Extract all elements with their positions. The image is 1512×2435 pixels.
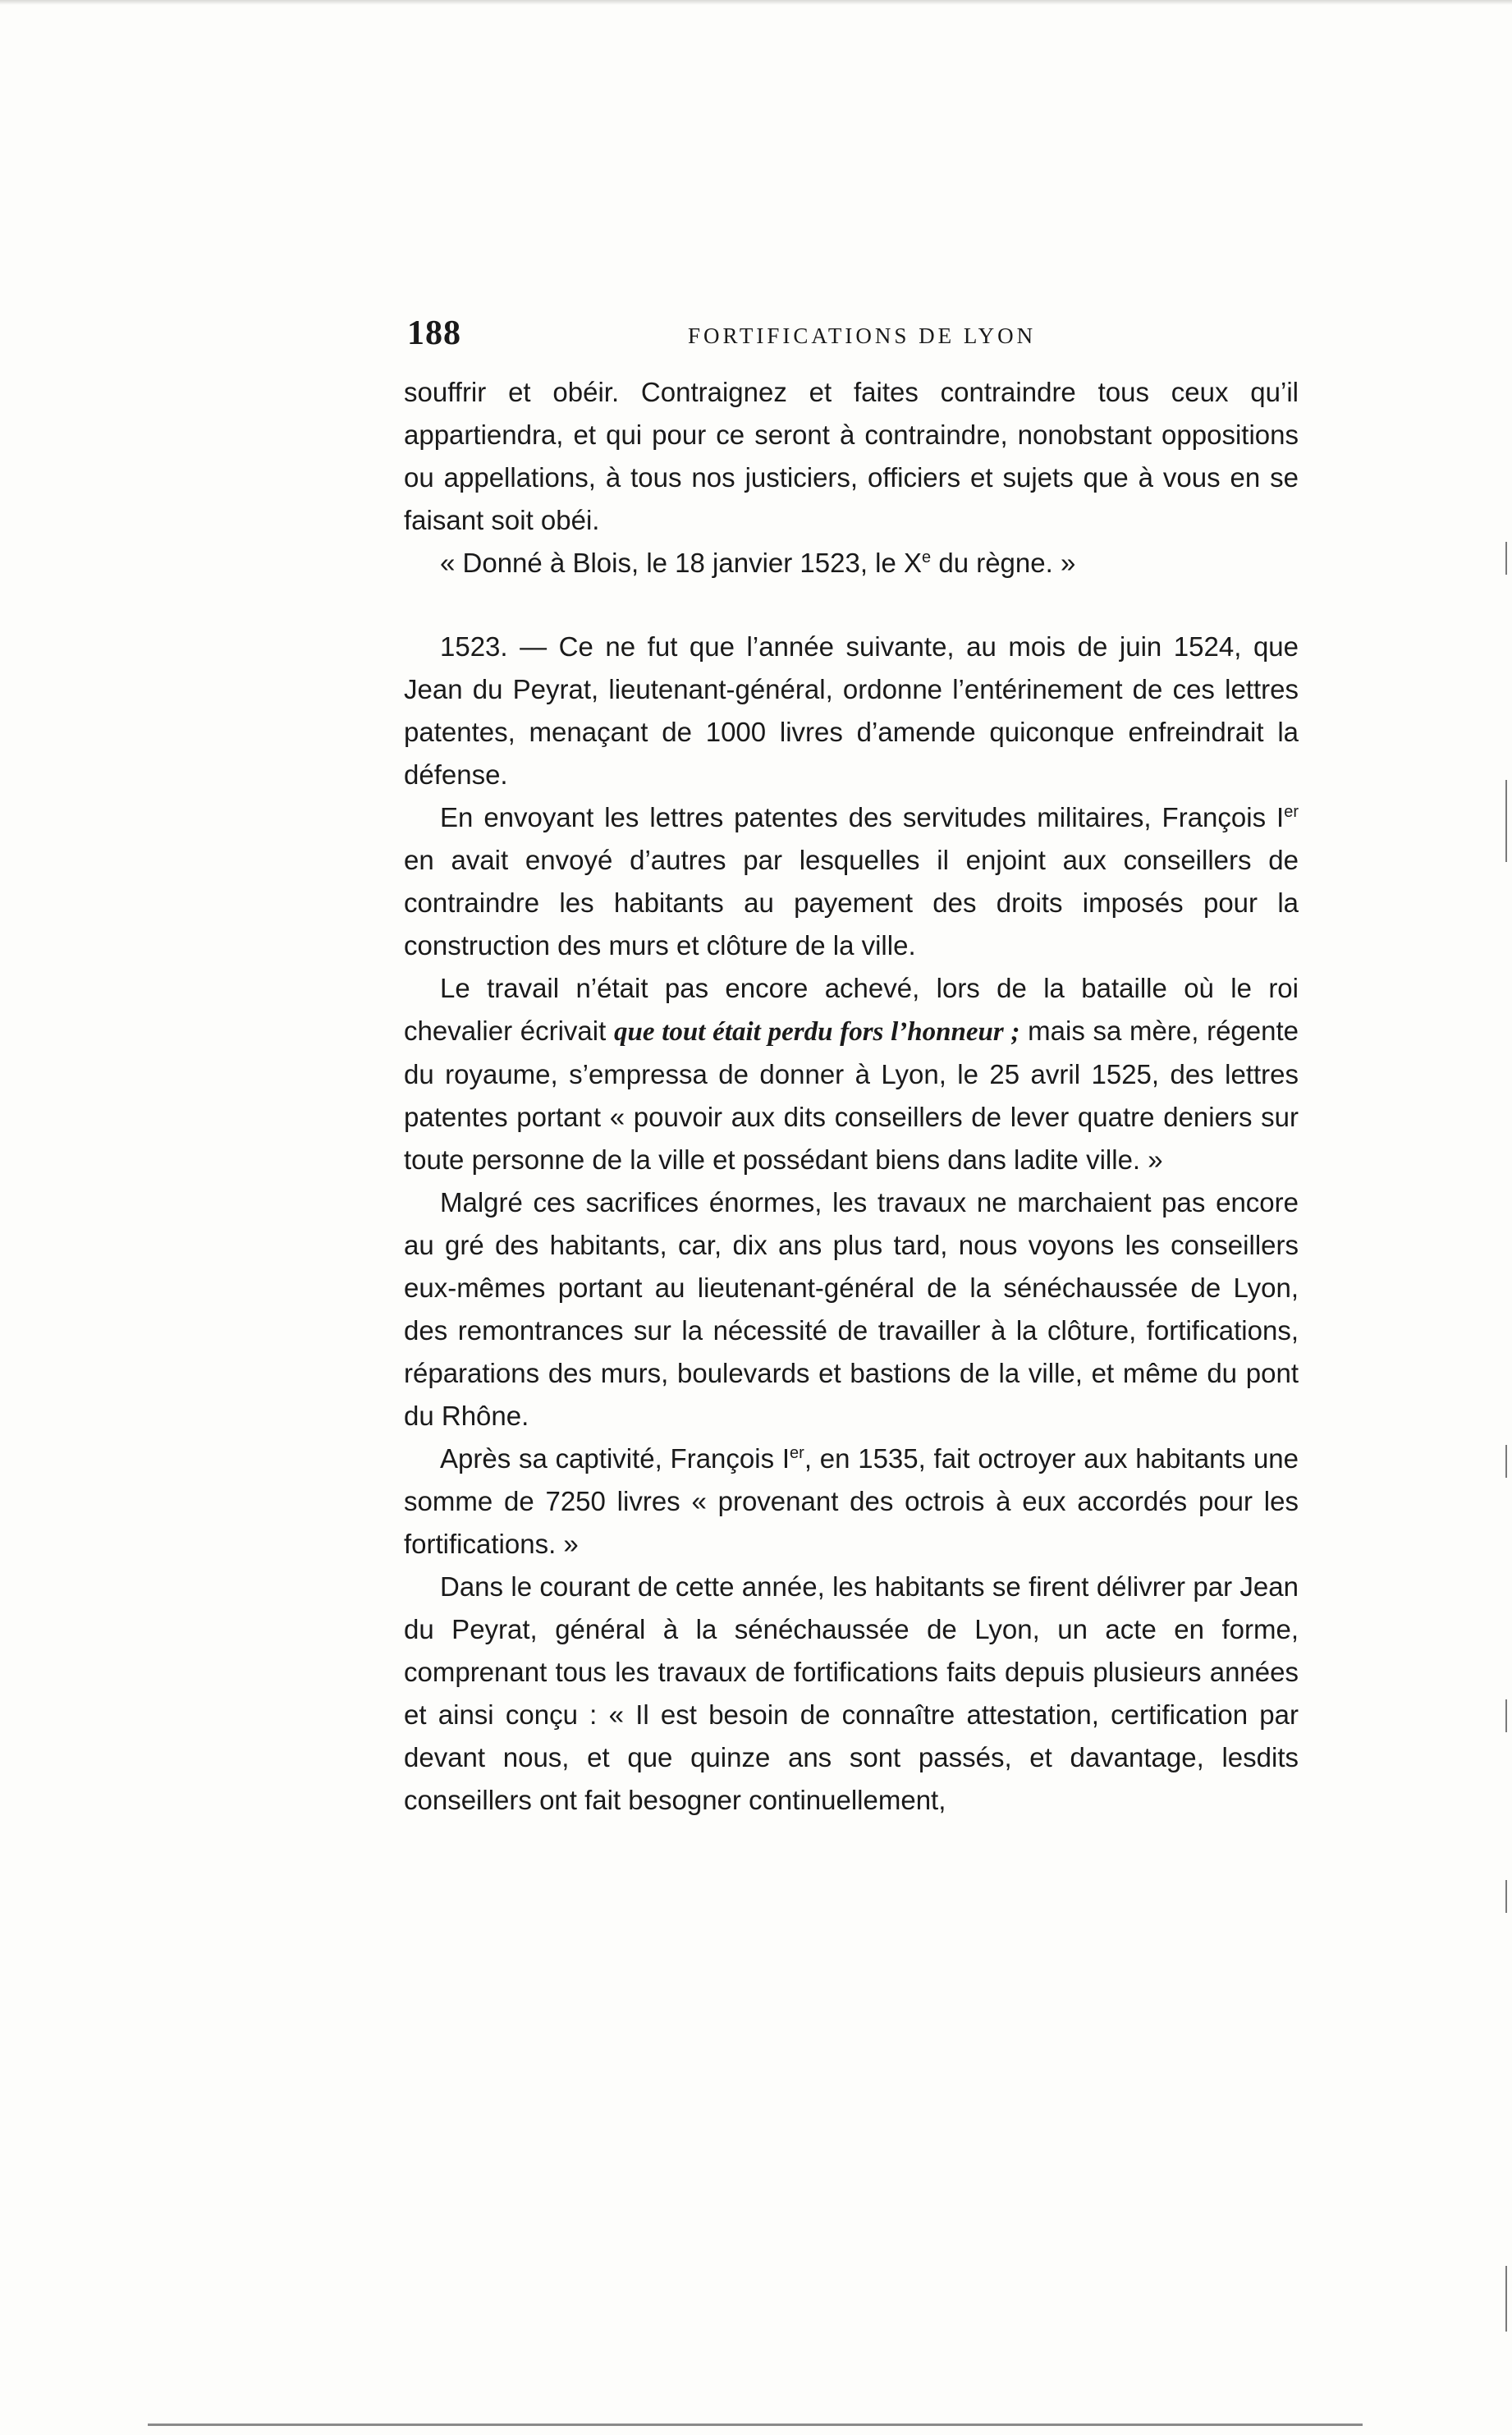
paragraph-honneur: Le travail n’était pas encore achevé, lors de la bataille où le roi chevalier écrivait que tout était perdu fors l’honneur ; mais sa mère, régente du royaume, s’empressa de donner à Lyon, le 25 avril 1525, des lettres patentes portant « pouvoir aux dits conseillers de lever quatre deniers sur toute personne de la ville et possédant biens dans ladite ville. » (404, 973, 1299, 1175)
paragraph-quote-dated: « Donné à Blois, le 18 janvier 1523, le Xe du règne. » (440, 548, 1076, 578)
paragraph-captivite: Après sa captivité, François Ier, en 1535, fait octroyer aux habitants une somme de 7250 livres « provenant des octrois à eux accordés pour les fortifications. » (404, 1443, 1299, 1559)
paragraph-servitudes: En envoyant les lettres patentes des servitudes militaires, François Ier en avait envoyé d’autres par lesquelles il enjoint aux conseillers de contraindre les habitants au payement des droits imposés pour la construction des murs et clôture de la ville. (404, 802, 1299, 961)
page-number: 188 (407, 314, 461, 352)
body-text (404, 371, 1299, 1822)
paragraph-continuation: souffrir et obéir. Contraignez et faites contraindre tous ceux qu’il appartiendra, et qui pour ce seront à contraindre, nonobstant oppositions ou appellations, à tous nos justiciers, officiers et sujets que à vous en se faisant soit obéi. (404, 377, 1299, 535)
scan-bottom-rule (148, 2424, 1363, 2426)
running-title: FORTIFICATIONS DE LYON (688, 323, 1037, 348)
italic-quote: que tout était perdu fors l’honneur ; (613, 1017, 1020, 1047)
scan-top-edge (0, 0, 1512, 5)
running-head (407, 314, 1302, 363)
paragraph-1523: 1523. — Ce ne fut que l’année suivante, au mois de juin 1524, que Jean du Peyrat, lieutenant-général, ordonne l’entérinement de ces lettres patentes, menaçant de 1000 livres d’amende quiconque enfreindrait la défense. (404, 631, 1299, 790)
paragraph-attestation: Dans le courant de cette année, les habitants se firent délivrer par Jean du Peyrat, général à la sénéchaussée de Lyon, un acte en forme, comprenant tous les travaux de fortifications faits depuis plusieurs années et ainsi conçu : « Il est besoin de connaître attestation, certification par devant nous, et que quinze ans sont passés, et davantage, lesdits conseillers ont fait besogner continuellement, (404, 1571, 1299, 1815)
paragraph-sacrifices: Malgré ces sacrifices énormes, les travaux ne marchaient pas encore au gré des habitants, car, dix ans plus tard, nous voyons les conseillers eux-mêmes portant au lieutenant-général de la sénéchaussée de Lyon, des remontrances sur la nécessité de travailler à la clôture, fortifications, réparations des murs, boulevards et bastions de la ville, et même du pont du Rhône. (404, 1187, 1299, 1431)
